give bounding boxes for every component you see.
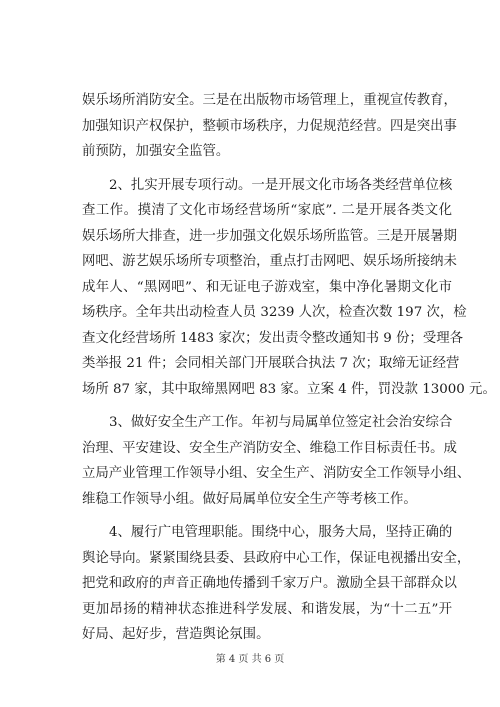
text-line: 场秩序。全年共出动检查人员 3239 人次，检查次数 197 次，检 — [82, 305, 467, 320]
text-line: 2、扎实开展专项行动。一是开展文化市场各类经营单位核 — [109, 177, 453, 193]
text-line: 4、履行广电管理职能。围绕中心，服务大局，坚持正确的 — [109, 525, 453, 540]
page-footer: 第 4 页 共 6 页 — [215, 654, 285, 665]
text-line: 网吧、游艺娱乐场所专项整治，重点打击网吧、娱乐场所接纳未 — [82, 254, 457, 269]
paragraph — [82, 173, 496, 403]
text-line: 娱乐场所大排查，进一步加强文化娱乐场所监管。三是开展暑期 — [82, 228, 457, 244]
paragraph-spacer — [82, 402, 452, 410]
paragraph — [82, 410, 471, 512]
text-line: 类举报 21 件；会同相关部门开展联合执法 7 次；取缔无证经营 — [82, 356, 460, 371]
text-line: 成年人、“黑网吧”、和无证电子游戏室，集中净化暑期文化市 — [82, 279, 452, 295]
text-line: 前预防，加强安全监管。 — [82, 144, 230, 159]
text-line: 娱乐场所消防安全。三是在出版物市场管理上，重视宣传教育， — [82, 93, 457, 108]
text-line: 立局产业管理工作领导小组、安全生产、消防安全工作领导小组、 — [82, 466, 471, 481]
text-line: 更加昂扬的精神状态推进科学发展、和谐发展，为“十二五”开 — [82, 601, 452, 617]
paragraph-spacer — [82, 165, 452, 173]
text-line: 查工作。摸清了文化市场经营场所“家底”. 二是开展各类文化 — [82, 203, 452, 218]
paragraph — [82, 520, 471, 648]
text-line: 舆论导向。紧紧围绕县委、县政府中心工作，保证电视播出安全， — [82, 550, 471, 566]
text-line: 场所 87 家，其中取缔黑网吧 83 家。立案 4 件，罚没款 13000 元。 — [82, 381, 496, 397]
text-line: 治理、平安建设、安全生产消防安全、维稳工作目标责任书。成 — [82, 440, 457, 456]
document-body — [82, 88, 496, 648]
text-line: 3、做好安全生产工作。年初与局属单位签定社会治安综合 — [109, 415, 453, 430]
text-line: 查文化经营场所 1483 家次；发出责令整改通知书 9 份；受理各 — [82, 330, 463, 346]
text-line: 把党和政府的声音正确地传播到千家万户。激励全县干部群众以 — [82, 576, 457, 591]
text-line: 好局、起好步，营造舆论氛围。 — [82, 627, 270, 642]
text-line: 加强知识产权保护，整顿市场秩序，力促规范经营。四是突出事 — [82, 118, 457, 134]
paragraph — [82, 88, 457, 165]
paragraph-spacer — [82, 512, 452, 520]
text-line: 维稳工作领导小组。做好局属单位安全生产等考核工作。 — [82, 491, 417, 507]
